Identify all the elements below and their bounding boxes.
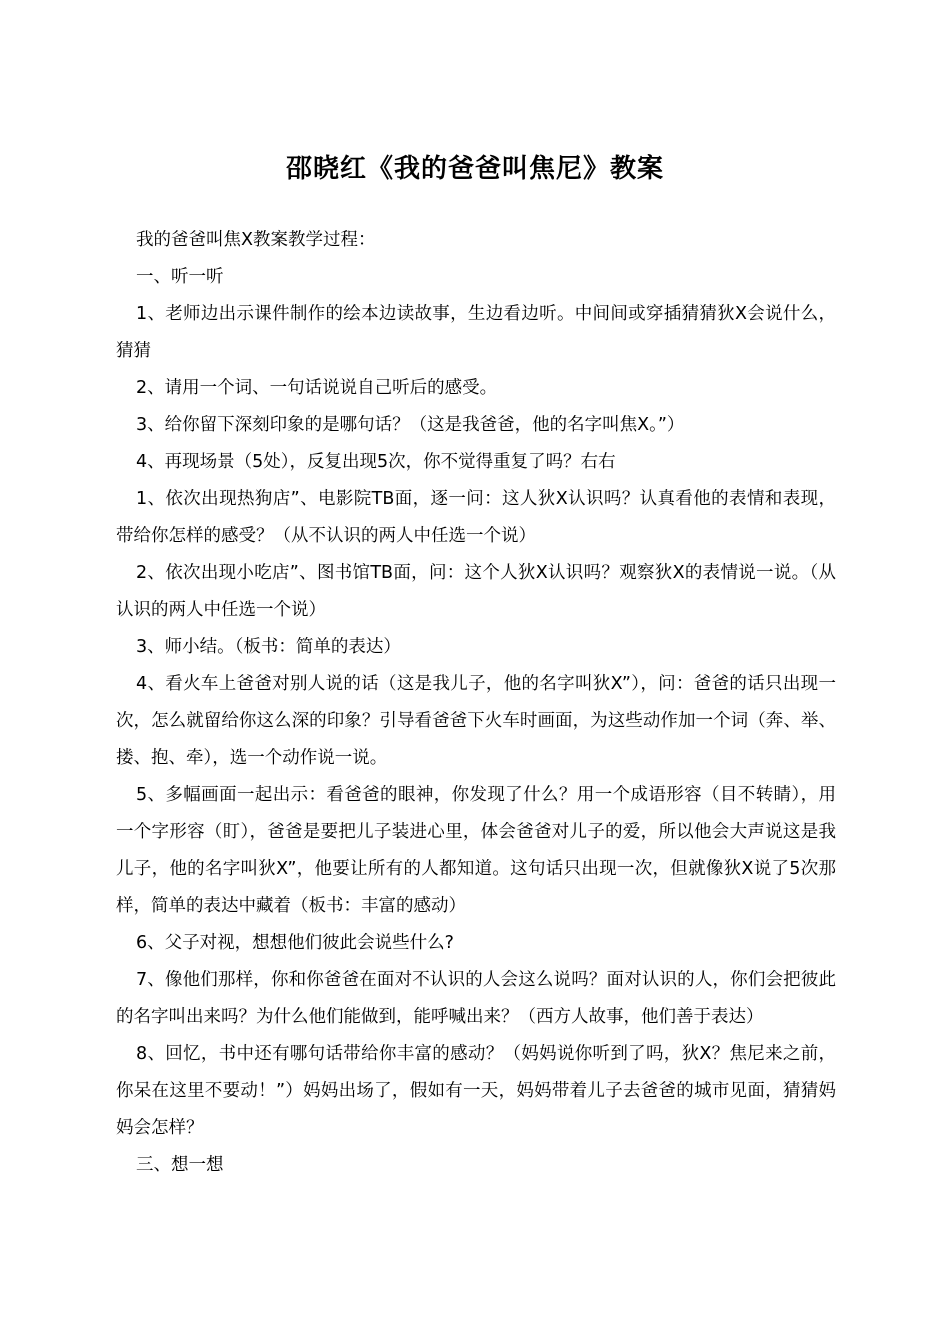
paragraph-step: 3、给你留下深刻印象的是哪句话？（这是我爸爸，他的名字叫焦X。”） bbox=[136, 415, 685, 435]
paragraph-step: 4、再现场景（5处），反复出现5次，你不觉得重复了吗？右右 bbox=[136, 452, 616, 472]
paragraph-step: 4、看火车上爸爸对别人说的话（这是我儿子，他的名字叫狄X”），问：爸爸的话只出现一次，怎么就留给你这么深的印象？引导看爸爸下火车时画面，为这些动作加一个词（奔、举、搂、抱、牵），选一个动作说一说。 bbox=[116, 674, 836, 768]
paragraph-step: 8、回忆，书中还有哪句话带给你丰富的感动？（妈妈说你听到了吗，狄X？焦尼来之前，你呆在这里不要动！”）妈妈出场了，假如有一天，妈妈带着儿子去爸爸的城市见面，猜猜妈妈会怎样？ bbox=[116, 1044, 836, 1138]
paragraph-step: 7、像他们那样，你和你爸爸在面对不认识的人会这么说吗？面对认识的人，你们会把彼此的名字叫出来吗？为什么他们能做到，能呼喊出来？（西方人故事，他们善于表达） bbox=[116, 970, 836, 1027]
document-body bbox=[116, 222, 836, 1184]
paragraph-step: 2、依次出现小吃店”、图书馆TB面，问：这个人狄X认识吗？观察狄X的表情说一说。（从认识的两人中任选一个说） bbox=[116, 563, 836, 620]
paragraph-step: 5、多幅画面一起出示：看爸爸的眼神，你发现了什么？用一个成语形容（目不转睛），用一个字形容（盯），爸爸是要把儿子装进心里，体会爸爸对儿子的爱，所以他会大声说这是我儿子，他的名字叫狄X”，他要让所有的人都知道。这句话只出现一次，但就像狄X说了5次那样，简单的表达中藏着（板书：丰富的感动） bbox=[116, 785, 836, 916]
paragraph-step: 3、师小结。（板书：简单的表达） bbox=[136, 637, 401, 657]
paragraph-step: 2、请用一个词、一句话说说自己听后的感受。 bbox=[136, 378, 498, 398]
section-heading-listen: 一、听一听 bbox=[136, 267, 224, 287]
paragraph-step: 1、依次出现热狗店”、电影院TB面，逐一问：这人狄X认识吗？认真看他的表情和表现，带给你怎样的感受？（从不认识的两人中任选一个说） bbox=[116, 489, 836, 546]
paragraph-intro: 我的爸爸叫焦X教案教学过程： bbox=[136, 230, 376, 250]
paragraph-step: 1、老师边出示课件制作的绘本边读故事，生边看边听。中间间或穿插猜猜狄X会说什么，猜猜 bbox=[116, 304, 836, 361]
paragraph-step: 6、父子对视，想想他们彼此会说些什么? bbox=[136, 933, 454, 953]
document-title: 邵晓红《我的爸爸叫焦尼》教案 bbox=[285, 154, 664, 185]
section-heading-think: 三、想一想 bbox=[136, 1155, 224, 1175]
